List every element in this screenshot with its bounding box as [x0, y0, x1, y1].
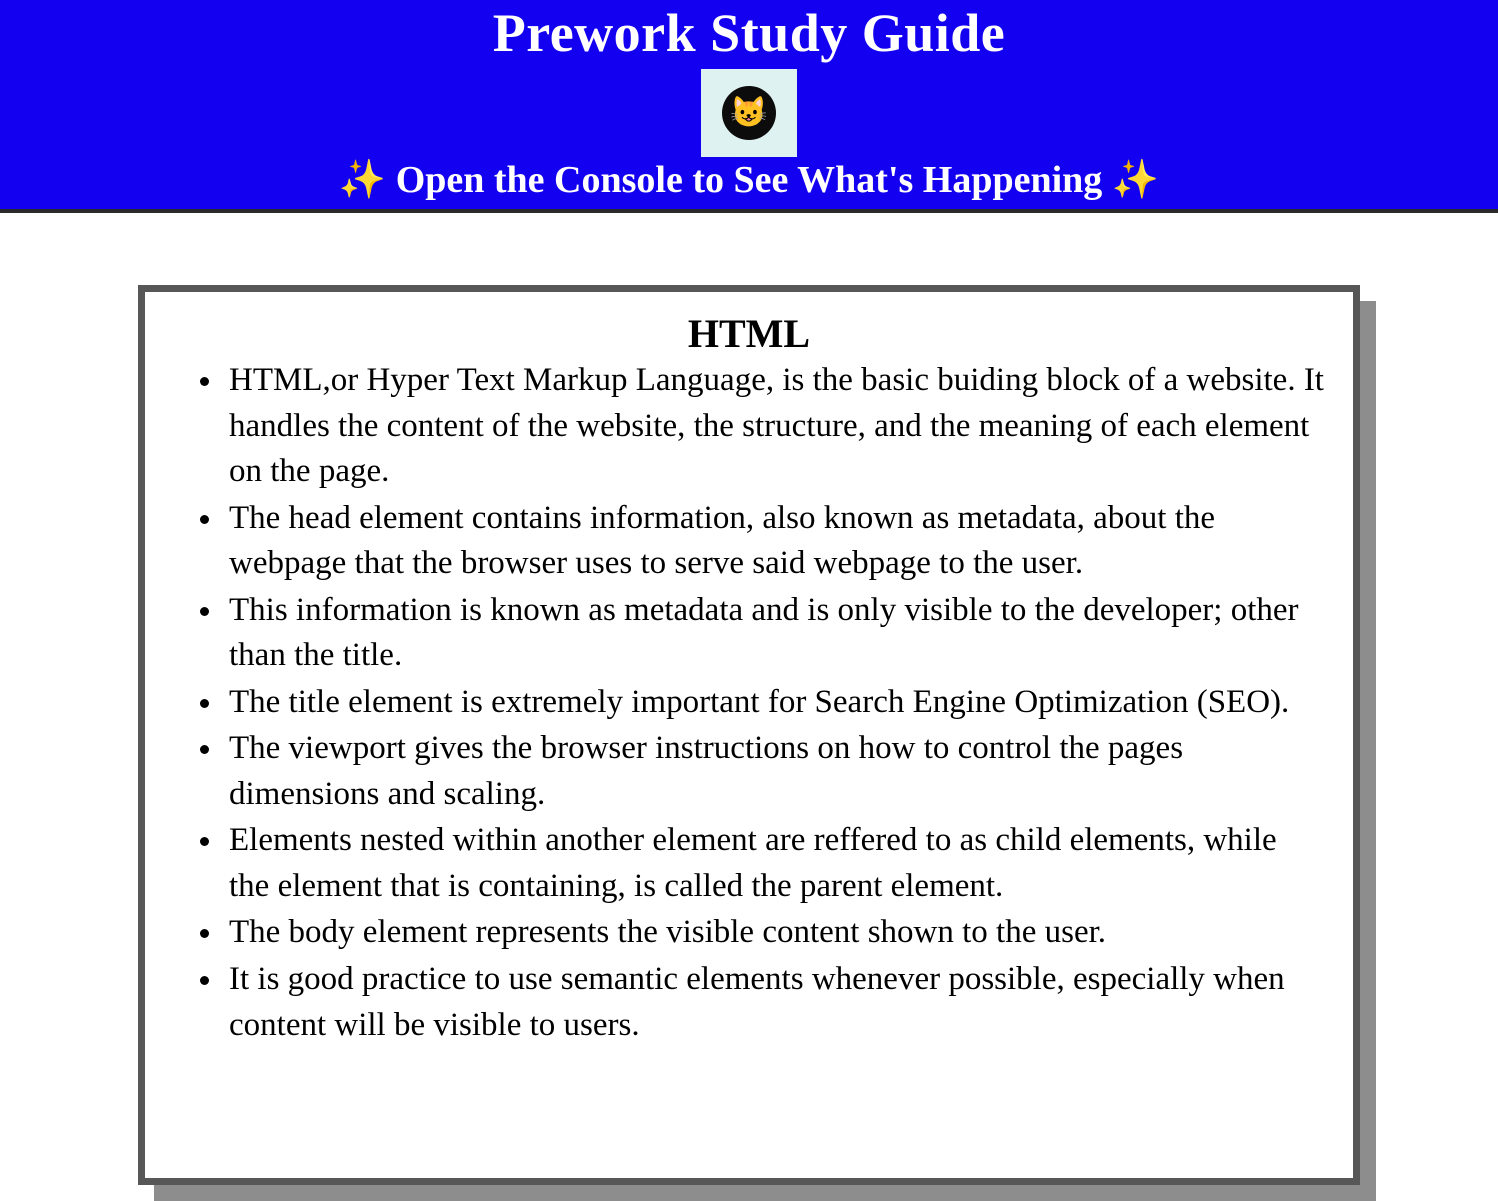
html-section-card-wrapper	[138, 285, 1360, 1185]
list-item: • The head element contains information, also known as metadata, about the webpage that the browser uses to serve said webpage to the user.	[225, 496, 1325, 587]
logo-container	[0, 69, 1498, 157]
list-item: • It is good practice to use semantic elements whenever possible, especially when content will be visible to users.	[225, 957, 1325, 1048]
list-item: • Elements nested within another element are reffered to as child elements, while the element that is containing, is called the parent element.	[225, 818, 1325, 909]
cat-face-icon: 😺	[722, 86, 776, 140]
logo-badge	[701, 69, 797, 157]
banner-subtitle	[0, 159, 1498, 203]
list-item: • The viewport gives the browser instructions on how to control the pages dimensions and scaling.	[225, 726, 1325, 817]
list-item: • The title element is extremely important for Search Engine Optimization (SEO).	[225, 680, 1325, 726]
sparkle-right-icon: ✨	[1111, 159, 1160, 202]
list-item: • The body element represents the visible content shown to the user.	[225, 910, 1325, 956]
html-section-card	[138, 285, 1360, 1185]
section-heading: HTML	[687, 311, 811, 357]
banner-subtitle-text: Open the Console to See What's Happening	[395, 159, 1103, 202]
page-title: Prework Study Guide	[492, 3, 1006, 63]
list-item: • This information is known as metadata and is only visible to the developer; other than the title.	[225, 588, 1325, 679]
list-item: • HTML,or Hyper Text Markup Language, is the basic buiding block of a website. It handles the content of the website, the structure, and the meaning of each element on the page.	[225, 358, 1325, 495]
page-body	[0, 213, 1498, 1185]
page-header-banner	[0, 0, 1498, 213]
html-facts-list	[173, 358, 1325, 1048]
sparkle-left-icon: ✨	[338, 159, 387, 202]
